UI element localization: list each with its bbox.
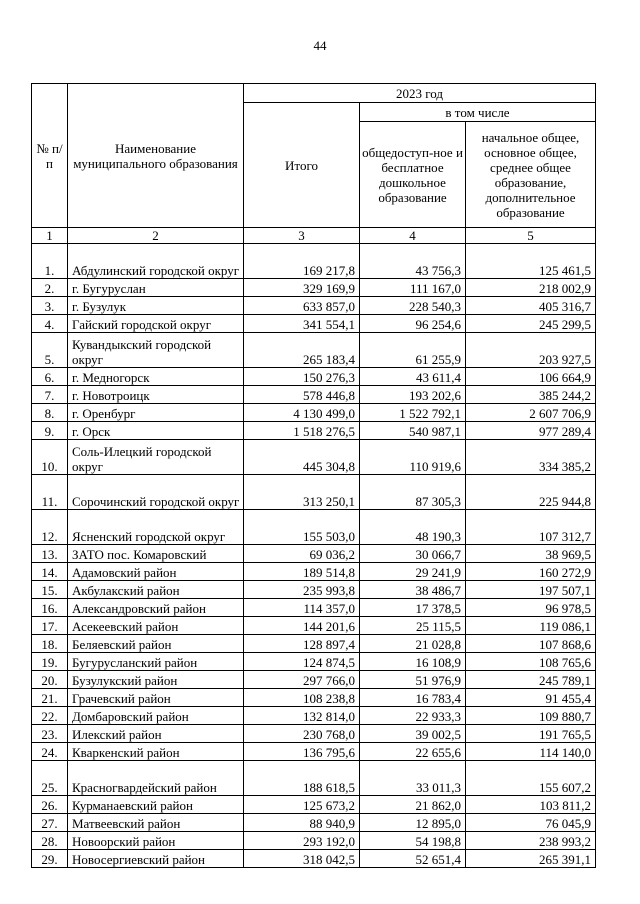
row-number: 14. xyxy=(32,563,68,581)
table-row xyxy=(32,832,596,850)
row-total: 318 042,5 xyxy=(244,850,360,868)
table-row xyxy=(32,510,596,545)
table-row xyxy=(32,850,596,868)
row-general: 155 607,2 xyxy=(466,761,596,796)
row-name: Кваркенский район xyxy=(68,743,244,761)
row-name: Матвеевский район xyxy=(68,814,244,832)
header-including: в том числе xyxy=(360,103,596,122)
row-name: г. Медногорск xyxy=(68,368,244,386)
table-row xyxy=(32,599,596,617)
row-total: 132 814,0 xyxy=(244,707,360,725)
column-number-row xyxy=(32,228,596,244)
row-name: Грачевский район xyxy=(68,689,244,707)
row-name: Александровский район xyxy=(68,599,244,617)
row-number: 27. xyxy=(32,814,68,832)
row-total: 235 993,8 xyxy=(244,581,360,599)
row-number: 6. xyxy=(32,368,68,386)
column-number: 4 xyxy=(360,228,466,244)
header-num: № п/п xyxy=(32,84,68,228)
table-row xyxy=(32,761,596,796)
row-name: Красногвардейский район xyxy=(68,761,244,796)
row-preschool: 21 028,8 xyxy=(360,635,466,653)
row-general: 245 789,1 xyxy=(466,671,596,689)
table-row xyxy=(32,635,596,653)
row-preschool: 228 540,3 xyxy=(360,297,466,315)
row-preschool: 25 115,5 xyxy=(360,617,466,635)
header-total: Итого xyxy=(244,103,360,228)
row-total: 633 857,0 xyxy=(244,297,360,315)
row-preschool: 29 241,9 xyxy=(360,563,466,581)
row-number: 9. xyxy=(32,422,68,440)
row-number: 28. xyxy=(32,832,68,850)
row-number: 4. xyxy=(32,315,68,333)
row-name: Новосергиевский район xyxy=(68,850,244,868)
row-total: 1 518 276,5 xyxy=(244,422,360,440)
row-general: 245 299,5 xyxy=(466,315,596,333)
row-general: 191 765,5 xyxy=(466,725,596,743)
row-number: 7. xyxy=(32,386,68,404)
row-general: 91 455,4 xyxy=(466,689,596,707)
row-number: 3. xyxy=(32,297,68,315)
row-total: 265 183,4 xyxy=(244,333,360,368)
row-total: 4 130 499,0 xyxy=(244,404,360,422)
row-number: 29. xyxy=(32,850,68,868)
row-general: 265 391,1 xyxy=(466,850,596,868)
row-number: 1. xyxy=(32,244,68,279)
row-total: 329 169,9 xyxy=(244,279,360,297)
row-general: 2 607 706,9 xyxy=(466,404,596,422)
table-row xyxy=(32,743,596,761)
row-total: 108 238,8 xyxy=(244,689,360,707)
row-number: 22. xyxy=(32,707,68,725)
row-preschool: 30 066,7 xyxy=(360,545,466,563)
row-total: 69 036,2 xyxy=(244,545,360,563)
row-total: 188 618,5 xyxy=(244,761,360,796)
table-row xyxy=(32,671,596,689)
table-row xyxy=(32,333,596,368)
row-total: 341 554,1 xyxy=(244,315,360,333)
row-name: Соль-Илецкий городской округ xyxy=(68,440,244,475)
row-general: 76 045,9 xyxy=(466,814,596,832)
row-number: 20. xyxy=(32,671,68,689)
header-preschool: общедоступ-ное и бесплатное дошкольное образование xyxy=(360,122,466,228)
row-general: 160 272,9 xyxy=(466,563,596,581)
table-row xyxy=(32,315,596,333)
row-preschool: 43 611,4 xyxy=(360,368,466,386)
page-number: 44 xyxy=(313,38,327,53)
row-number: 18. xyxy=(32,635,68,653)
row-total: 88 940,9 xyxy=(244,814,360,832)
row-preschool: 111 167,0 xyxy=(360,279,466,297)
row-name: Домбаровский район xyxy=(68,707,244,725)
row-name: Бугурусланский район xyxy=(68,653,244,671)
row-general: 96 978,5 xyxy=(466,599,596,617)
table-row xyxy=(32,707,596,725)
table-row xyxy=(32,689,596,707)
table-row xyxy=(32,244,596,279)
row-general: 119 086,1 xyxy=(466,617,596,635)
row-name: г. Бугуруслан xyxy=(68,279,244,297)
row-total: 155 503,0 xyxy=(244,510,360,545)
row-preschool: 61 255,9 xyxy=(360,333,466,368)
row-name: Сорочинский городской округ xyxy=(68,475,244,510)
row-preschool: 193 202,6 xyxy=(360,386,466,404)
row-general: 109 880,7 xyxy=(466,707,596,725)
row-preschool: 39 002,5 xyxy=(360,725,466,743)
row-total: 125 673,2 xyxy=(244,796,360,814)
row-number: 10. xyxy=(32,440,68,475)
table-row xyxy=(32,440,596,475)
row-name: Акбулакский район xyxy=(68,581,244,599)
row-preschool: 87 305,3 xyxy=(360,475,466,510)
table-row xyxy=(32,653,596,671)
row-total: 128 897,4 xyxy=(244,635,360,653)
row-preschool: 51 976,9 xyxy=(360,671,466,689)
row-name: г. Оренбург xyxy=(68,404,244,422)
header-year: 2023 год xyxy=(244,84,596,103)
row-number: 11. xyxy=(32,475,68,510)
row-preschool: 48 190,3 xyxy=(360,510,466,545)
row-number: 17. xyxy=(32,617,68,635)
row-preschool: 1 522 792,1 xyxy=(360,404,466,422)
row-general: 405 316,7 xyxy=(466,297,596,315)
table-row xyxy=(32,475,596,510)
row-total: 297 766,0 xyxy=(244,671,360,689)
row-number: 12. xyxy=(32,510,68,545)
row-preschool: 17 378,5 xyxy=(360,599,466,617)
row-total: 313 250,1 xyxy=(244,475,360,510)
row-general: 108 765,6 xyxy=(466,653,596,671)
row-preschool: 22 655,6 xyxy=(360,743,466,761)
row-total: 578 446,8 xyxy=(244,386,360,404)
row-number: 21. xyxy=(32,689,68,707)
row-total: 136 795,6 xyxy=(244,743,360,761)
header-name: Наименование муниципального образования xyxy=(68,84,244,228)
row-total: 189 514,8 xyxy=(244,563,360,581)
row-preschool: 540 987,1 xyxy=(360,422,466,440)
row-name: Абдулинский городской округ xyxy=(68,244,244,279)
row-preschool: 33 011,3 xyxy=(360,761,466,796)
table-row xyxy=(32,545,596,563)
row-preschool: 21 862,0 xyxy=(360,796,466,814)
row-name: Курманаевский район xyxy=(68,796,244,814)
row-name: Адамовский район xyxy=(68,563,244,581)
budget-table xyxy=(31,83,596,868)
row-number: 8. xyxy=(32,404,68,422)
row-name: Гайский городской округ xyxy=(68,315,244,333)
row-general: 225 944,8 xyxy=(466,475,596,510)
row-name: Новоорский район xyxy=(68,832,244,850)
row-number: 26. xyxy=(32,796,68,814)
header-general: начальное общее, основное общее, среднее общее образование, дополнительное образование xyxy=(466,122,596,228)
table-row xyxy=(32,422,596,440)
table-row xyxy=(32,368,596,386)
row-number: 15. xyxy=(32,581,68,599)
row-general: 334 385,2 xyxy=(466,440,596,475)
row-number: 16. xyxy=(32,599,68,617)
table-row xyxy=(32,404,596,422)
row-general: 107 312,7 xyxy=(466,510,596,545)
row-general: 106 664,9 xyxy=(466,368,596,386)
table-row xyxy=(32,814,596,832)
table-row xyxy=(32,581,596,599)
row-name: Асекеевский район xyxy=(68,617,244,635)
row-general: 103 811,2 xyxy=(466,796,596,814)
row-total: 144 201,6 xyxy=(244,617,360,635)
row-preschool: 22 933,3 xyxy=(360,707,466,725)
row-number: 23. xyxy=(32,725,68,743)
row-general: 125 461,5 xyxy=(466,244,596,279)
row-preschool: 110 919,6 xyxy=(360,440,466,475)
row-preschool: 54 198,8 xyxy=(360,832,466,850)
row-general: 197 507,1 xyxy=(466,581,596,599)
row-number: 25. xyxy=(32,761,68,796)
row-number: 13. xyxy=(32,545,68,563)
row-name: г. Новотроицк xyxy=(68,386,244,404)
row-name: г. Бузулук xyxy=(68,297,244,315)
row-total: 293 192,0 xyxy=(244,832,360,850)
column-number: 3 xyxy=(244,228,360,244)
row-name: ЗАТО пос. Комаровский xyxy=(68,545,244,563)
row-total: 230 768,0 xyxy=(244,725,360,743)
row-general: 203 927,5 xyxy=(466,333,596,368)
row-preschool: 16 108,9 xyxy=(360,653,466,671)
row-number: 5. xyxy=(32,333,68,368)
column-number: 2 xyxy=(68,228,244,244)
row-name: г. Орск xyxy=(68,422,244,440)
row-total: 169 217,8 xyxy=(244,244,360,279)
table-row xyxy=(32,563,596,581)
row-total: 124 874,5 xyxy=(244,653,360,671)
table-row xyxy=(32,279,596,297)
row-total: 114 357,0 xyxy=(244,599,360,617)
row-preschool: 12 895,0 xyxy=(360,814,466,832)
row-name: Беляевский район xyxy=(68,635,244,653)
row-preschool: 38 486,7 xyxy=(360,581,466,599)
row-name: Илекский район xyxy=(68,725,244,743)
table-row xyxy=(32,386,596,404)
column-number: 5 xyxy=(466,228,596,244)
row-general: 38 969,5 xyxy=(466,545,596,563)
row-name: Ясненский городской округ xyxy=(68,510,244,545)
row-total: 150 276,3 xyxy=(244,368,360,386)
row-preschool: 16 783,4 xyxy=(360,689,466,707)
row-total: 445 304,8 xyxy=(244,440,360,475)
row-general: 977 289,4 xyxy=(466,422,596,440)
row-number: 19. xyxy=(32,653,68,671)
table-row xyxy=(32,796,596,814)
row-name: Кувандыкский городской округ xyxy=(68,333,244,368)
row-number: 24. xyxy=(32,743,68,761)
row-general: 218 002,9 xyxy=(466,279,596,297)
column-number: 1 xyxy=(32,228,68,244)
table-row xyxy=(32,617,596,635)
row-preschool: 96 254,6 xyxy=(360,315,466,333)
row-preschool: 52 651,4 xyxy=(360,850,466,868)
row-general: 107 868,6 xyxy=(466,635,596,653)
row-general: 238 993,2 xyxy=(466,832,596,850)
table-row xyxy=(32,297,596,315)
row-name: Бузулукский район xyxy=(68,671,244,689)
row-general: 385 244,2 xyxy=(466,386,596,404)
row-number: 2. xyxy=(32,279,68,297)
row-preschool: 43 756,3 xyxy=(360,244,466,279)
row-general: 114 140,0 xyxy=(466,743,596,761)
table-row xyxy=(32,725,596,743)
